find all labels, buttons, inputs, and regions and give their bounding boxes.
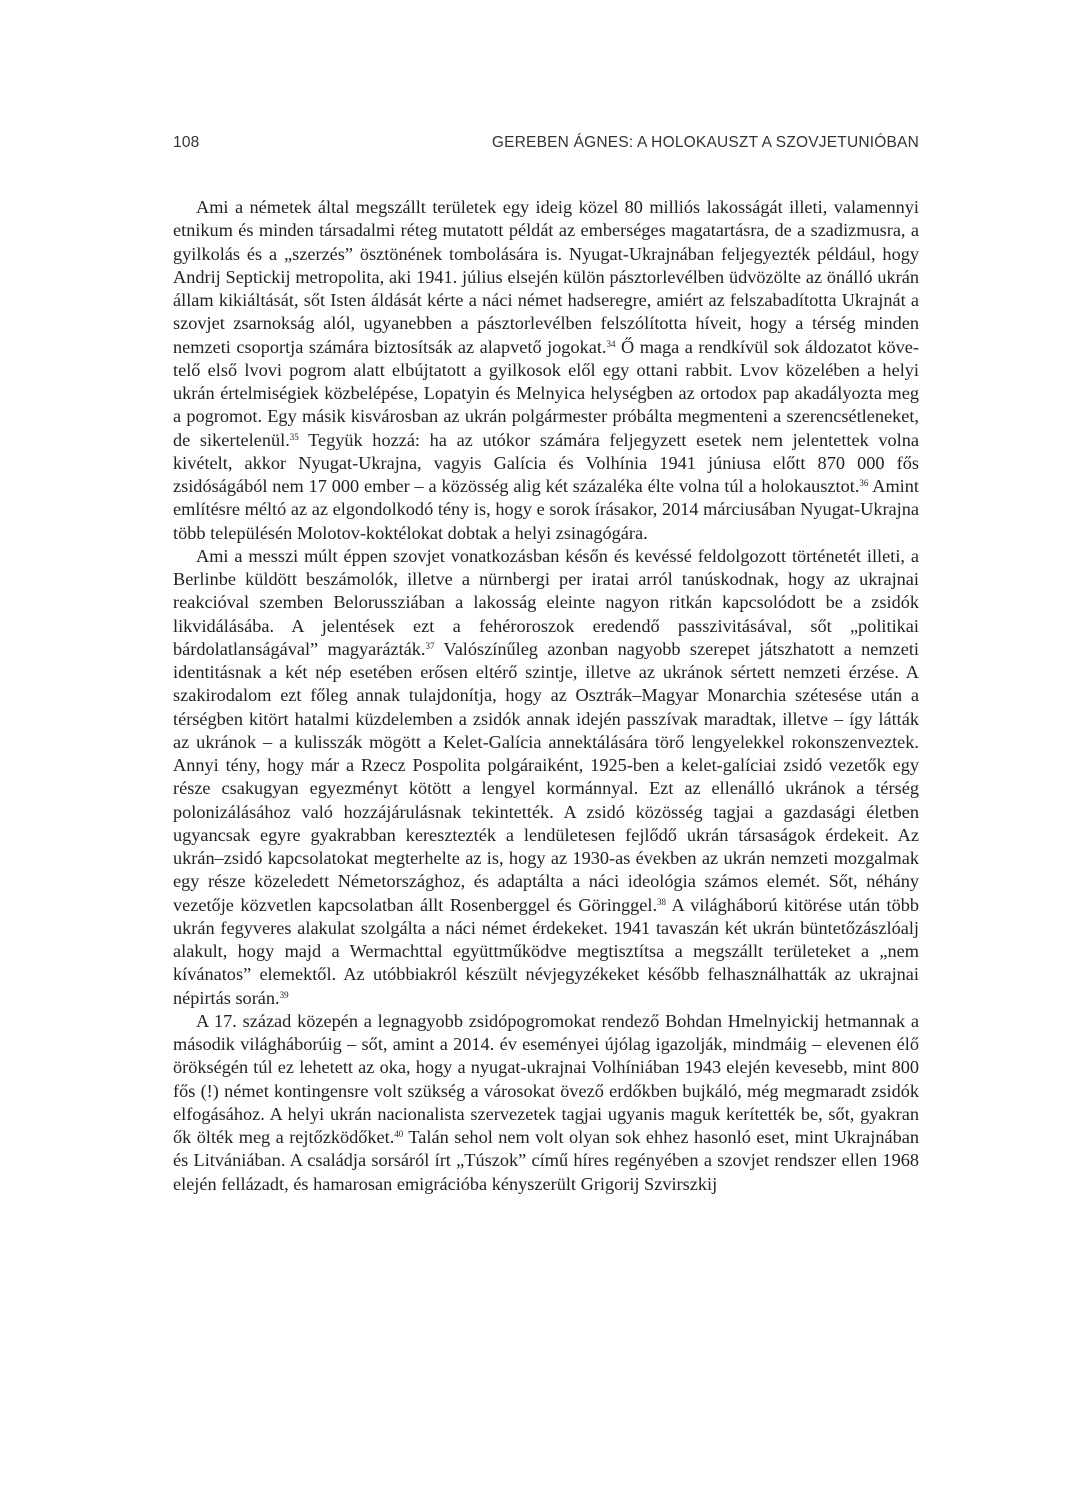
footnote-ref[interactable]: 34 bbox=[606, 338, 616, 349]
paragraph bbox=[173, 196, 919, 545]
footnote-ref[interactable]: 40 bbox=[394, 1129, 404, 1139]
paragraph-text: Ő maga a rendkívül sok áldozatot követelő első lvovi pogrom alatt elbújtatott a gyilkosok elől egy ottani rabbit. Lvov közelében a helyi ukrán értelmiségiek közbelépése, Lopatyin és Melnyica helységben az ortodox pap akadályozta meg a pogromot. Egy másik kisvárosban az ukrán polgármester próbálta megmenteni a szerencsétleneket, de sikertelenül. bbox=[173, 336, 919, 450]
footnote-ref[interactable]: 39 bbox=[279, 989, 289, 1000]
paragraph-text: Ami a németek által megszállt területek egy ideig közel 80 milliós lakosságát illeti, valamennyi etnikum és minden társadalmi réteg mutatott példát az emberséges magatartásra, de a szadizmusra, a gyilkolás és a „szerzés” ösztönének tombolására is. Nyugat-Ukrajnában feljegyezték például, hogy Andrij Septickij metropolita, aki 1941. július elsején külön pásztorlevélben üdvözölte az önálló ukrán állam kikiáltását, sőt Isten áldását kérte a náci német hadseregre, amiért az felszabadította Ukrajnát a szovjet zsarnokság alól, ugyanebben a pásztorlevélben felszólította híveit, hogy a térség minden nemzeti csoportja számára biztosítsák az alapvető jogokat. bbox=[173, 197, 919, 357]
running-header bbox=[173, 134, 919, 156]
footnote-ref[interactable]: 37 bbox=[425, 640, 435, 651]
paragraph-text: A 17. század közepén a legnagyobb zsidópogromokat rendező Bohdan Hmelnyickij hetmannak a második világháborúig – sőt, amint a 2014. év eseményei újólag igazolják, mindmáig – elevenen élő örökségén túl ez lehetett az oka, hogy a nyugat-ukrajnai Volhíniában 1943 elején kevesebb, mint 800 fős (!) német kontingensre volt szükség a városokat övező erdőkben bujkáló, még megmaradt zsidók elfogásához. A helyi ukrán nacionalista szervezetek tagjai ugyanis maguk kerítették be, sőt, gyakran ők ölték meg a rejtőzködőket. bbox=[173, 1010, 919, 1147]
paragraph-text: Valószínűleg azonban nagyobb szerepet játszhatott a nemzeti identitásnak a két nép esetében erősen eltérő szintje, illetve az ukránok sértett nemzeti érzése. A szakirodalom ezt főleg annak tulajdonítja, hogy az Osztrák–Magyar Monarchia szétesése után a térségben kitört hatalmi küzdelemben a zsidók annak idején passzívak maradtak, illetve – így látták az ukránok – a kulisszák mögött a Kelet-Galícia annektálására törő lengyelekkel rokonszenveztek. Annyi tény, hogy már a Rzecz Pospolita polgáraiként, 1925-ben a kelet-galíciai zsidó vezetők egy része csakugyan egyezményt kötött a lengyel kormánnyal. Ezt az ellenálló ukránok a térség polonizálásához való hozzájárulásnak tekintették. A zsidó közösség tagjai a gazdasági életben ugyancsak egyre gyakrabban keresztezték a lendületesen fejlődő ukrán társaságok érdekeit. Az ukrán–zsidó kapcsolatokat megterhelte az is, hogy az 1930-as években az ukrán nemzeti mozgalmak egy része közeledett Németországhoz, és adaptálta a náci ideológia számos elemét. Sőt, néhány vezetője közvetlen kapcsolatban állt Rosenberggel és Göringgel. bbox=[173, 638, 919, 915]
paragraph-text: Ami a messzi múlt éppen szovjet vonatkozásban későn és kevéssé feldolgozott történetét illeti, a Berlinbe küldött beszámolók, illetve a nürnbergi per iratai arról tanúskodnak, hogy az ukrajnai reakcióval szemben Belorussziában a lakosság eleinte nagyon ritkán kapcsolódott be a zsidók likvidálásába. A jelentések ezt a fehéroroszok eredendő passzivitásával, sőt „politikai bárdolatlanságával” magyarázták. bbox=[173, 545, 919, 659]
footnote-ref[interactable]: 36 bbox=[859, 478, 869, 488]
page-number: 108 bbox=[173, 134, 200, 151]
paragraph bbox=[173, 1010, 919, 1196]
footnote-ref[interactable]: 35 bbox=[289, 431, 299, 442]
body-text bbox=[173, 196, 919, 1196]
paragraph-text: A világháború kitörése után több ukrán fegyveres alakulat szolgálta a náci német érdekeket. 1941 tavaszán két ukrán büntetőzászlóalj alakult, hogy majd a Wermachttal együttműködve megtisztítsa a megszállt területeket a „nem kívánatos” elemektől. Az utóbbiakról készült névjegyzékeket később felhasználhatták az ukrajnai népirtás során. bbox=[173, 894, 919, 1008]
paragraph-text: Tegyük hozzá: ha az utókor számára feljegyzett esetek nem jelentettek volna kivételt, akkor Nyugat-Ukrajna, vagyis Galícia és Volhínia 1941 júniusa előtt 870 000 fős zsidóságából nem 17 000 ember – a közösség alig két százaléka élte volna túl a holokausztot. bbox=[173, 429, 919, 496]
footnote-ref[interactable]: 38 bbox=[657, 896, 667, 907]
paragraph-text: Amint említésre méltó az az elgondolkodó tény is, hogy e sorok írásakor, 2014 márciusában Nyugat-Ukrajna több településén Molotov-koktélokat dobtak a helyi zsinagógára. bbox=[173, 476, 919, 543]
running-title: GEREBEN ÁGNES: A HOLOKAUSZT A SZOVJETUNIÓBAN bbox=[491, 134, 919, 151]
paragraph-text: Talán sehol nem volt olyan sok ehhez hasonló eset, mint Ukrajnában és Litvániában. A családja sorsáról írt „Túszok” című híres regényében a szovjet rendszer ellen 1968 elején fellázadt, és hamarosan emigrációba kényszerült Grigorij Szvirszkij bbox=[173, 1127, 919, 1194]
paragraph bbox=[173, 545, 919, 1010]
